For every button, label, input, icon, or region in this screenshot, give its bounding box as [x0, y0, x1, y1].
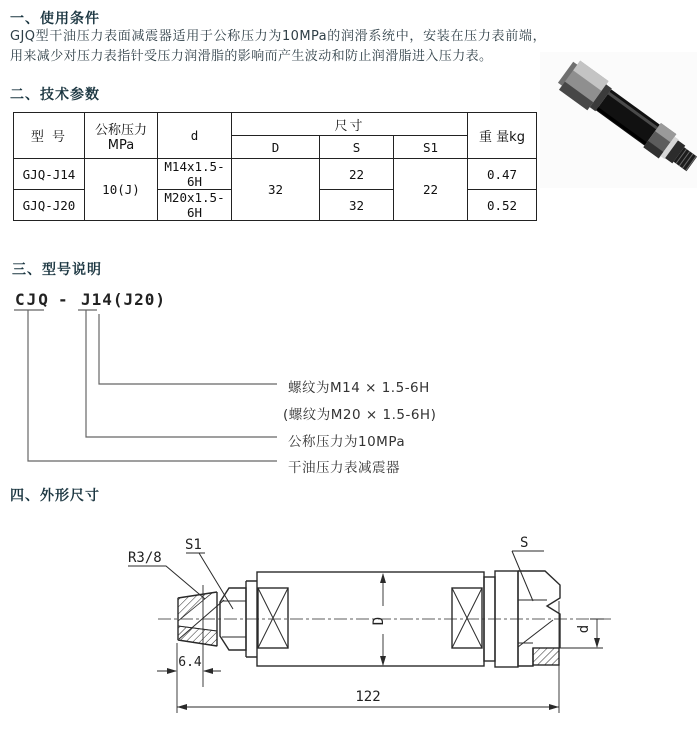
model-code-suffix: J14(J20): [81, 290, 167, 309]
col-header-weight: 重 量kg: [468, 113, 537, 159]
dim-D-arrow-up: [380, 573, 386, 583]
dim-64-arrow-left: [167, 668, 177, 674]
specs-heading: 二、技术参数: [10, 87, 100, 103]
label-thread-m20: (螺纹为M20 × 1.5-6H): [283, 407, 437, 423]
col-header-size-D: D: [232, 136, 320, 159]
model-code-prefix: CJQ: [15, 290, 50, 309]
dim-D-arrow-down: [380, 656, 386, 666]
dim-122-arrow-left: [177, 704, 187, 710]
label-thread-m14: 螺纹为M14 × 1.5-6H: [288, 380, 430, 396]
dim-64-arrow-right: [203, 668, 213, 674]
lead-line-pressure: [86, 310, 277, 437]
table-header-row: [14, 113, 537, 136]
cell-model: GJQ-J14: [14, 159, 85, 190]
hex-nut-s-cone: [518, 620, 553, 647]
hex-nut-s-outline: [518, 571, 560, 648]
leader-s: [512, 551, 544, 601]
cell-pressure: 10(J): [85, 159, 158, 221]
knurl-cross-left: [258, 588, 288, 648]
label-r38: R3/8: [128, 550, 162, 566]
cell-model: GJQ-J20: [14, 190, 85, 221]
col-header-size-S1: S1: [394, 136, 468, 159]
label-dim-64: 6.4: [178, 655, 202, 670]
product-photo: [538, 50, 699, 192]
model-heading: 三、型号说明: [12, 262, 102, 278]
label-product-name: 干油压力表减震器: [288, 460, 400, 476]
hex-nut-s-left: [518, 571, 533, 666]
usage-paragraph: GJQ型干油压力表面减震器适用于公称压力为10MPa的润滑系统中，安装在压力表前端，用来减少对压力表指针受压力润滑脂的影响而产生波动和防止润滑脂进入压力表。: [10, 29, 546, 64]
spec-table: [13, 112, 537, 221]
dim-122-arrow-right: [549, 704, 559, 710]
col-header-size: 尺寸: [232, 113, 468, 136]
table-row: [14, 159, 537, 190]
label-dim-D: D: [371, 616, 387, 626]
lead-line-thread: [99, 314, 277, 384]
outline-drawing: [110, 528, 630, 728]
cell-d: M14x1.5-6H: [158, 159, 232, 190]
col-header-model: 型 号: [14, 113, 85, 159]
model-code-dash: -: [58, 290, 70, 309]
col-header-size-S: S: [320, 136, 394, 159]
col-header-d: d: [158, 113, 232, 159]
dim-d-arrow: [594, 638, 600, 648]
leader-r38: [128, 566, 205, 599]
label-s1: S1: [185, 537, 202, 553]
label-s: S: [520, 535, 529, 551]
col-header-pressure: 公称压力MPa: [85, 113, 158, 159]
cell-weight: 0.47: [468, 159, 537, 190]
cell-weight: 0.52: [468, 190, 537, 221]
dims-heading: 四、外形尺寸: [10, 488, 100, 504]
label-dim-d: d: [576, 624, 592, 634]
cell-D: 32: [232, 159, 320, 221]
nipple-hatch-upper: [178, 593, 212, 621]
label-dim-122: 122: [355, 689, 381, 705]
hex-nut-s-faces: [518, 600, 547, 643]
cell-S: 22: [320, 159, 394, 190]
cell-d: M20x1.5-6H: [158, 190, 232, 221]
lead-line-product: [28, 310, 277, 461]
label-nominal-pressure: 公称压力为10MPa: [288, 434, 406, 450]
usage-heading: 一、使用条件: [10, 11, 100, 27]
cell-S: 32: [320, 190, 394, 221]
knurl-cross-right: [452, 588, 482, 648]
nipple-hatch-lower: [178, 626, 217, 646]
thread-stub: [533, 648, 559, 665]
cell-S1: 22: [394, 159, 468, 221]
